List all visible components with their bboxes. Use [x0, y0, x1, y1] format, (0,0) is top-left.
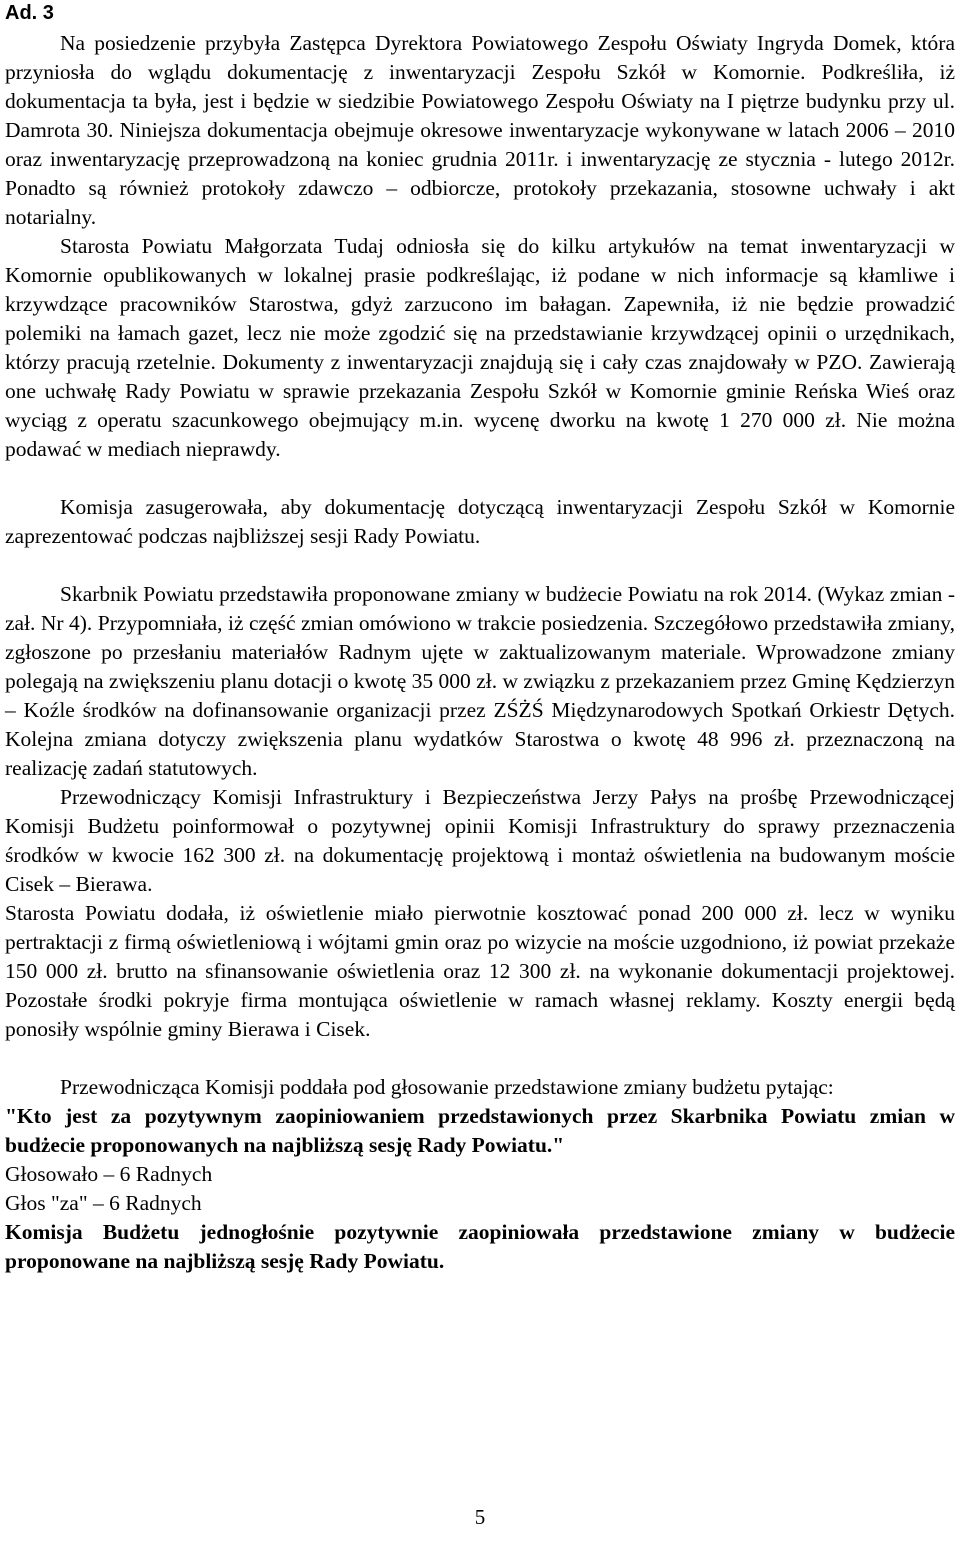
paragraph-inventory-documentation: Na posiedzenie przybyła Zastępca Dyrektora Powiatowego Zespołu Oświaty Ingryda Domek, która przyniosła do wglądu dokumentację z inwentaryzacji Zespołu Szkół w Komornie. Podkreśliła, iż dokumentacja ta była, jest i będzie w siedzibie Powiatowego Zespołu Oświaty na I piętrze budynku przy ul. Damrota 30. Niniejsza dokumentacja obejmuje okresowe inwentaryzacje wykonywane w latach 2006 – 2010 oraz inwentaryzację przeprowadzoną na koniec grudnia 2011r. i inwentaryzację ze stycznia - lutego 2012r. Ponadto są również protokoły zdawczo – odbiorcze, protokoły przekazania, stosowne uchwały i akt notarialny.	[5, 31, 955, 229]
vote-question: "Kto jest za pozytywnym zaopiniowaniem przedstawionych przez Skarbnika Powiatu zmian w budżecie proponowanych na najbliższą sesję Rady Powiatu."	[5, 1104, 955, 1157]
section-heading: Ad. 3	[5, 2, 54, 24]
vote-for: Głos "za" – 6 Radnych	[5, 1191, 202, 1215]
paragraph-budget-changes: Skarbnik Powiatu przedstawiła proponowane zmiany w budżecie Powiatu na rok 2014. (Wykaz zmian - zał. Nr 4). Przypomniała, iż część zmian omówiono w trakcie posiedzenia. Szczegółowo przedstawiła zmiany, zgłoszone po przesłaniu materiałów Radnym ujęte w zaktualizowanym materiale. Wprowadzone zmiany polegają na zwiększeniu planu dotacji o kwotę 35 000 zł. w związku z przekazaniem przez Gminę Kędzierzyn – Koźle środków na dofinansowanie organizacji przez ZŚŻŚ Międzynarodowych Spotkań Orkiestr Dętych. Kolejna zmiana dotyczy zwiększenia planu wydatków Starostwa o kwotę 48 996 zł. przeznaczoną na realizację zadań statutowych.	[5, 582, 955, 780]
paragraph-lighting-costs: Starosta Powiatu dodała, iż oświetlenie miało pierwotnie kosztować ponad 200 000 zł. lecz w wyniku pertraktacji z firmą oświetleniową i wójtami gmin oraz po wizycie na moście uzgodniono, iż powiat przekaże 150 000 zł. brutto na sfinansowanie oświetlenia oraz 12 300 zł. na wykonanie dokumentacji projektowej. Pozostałe środki pokryje firma montująca oświetlenie w ramach własnej reklamy. Koszty energii będą ponosiły wspólnie gminy Bierawa i Cisek.	[5, 901, 955, 1041]
document-page	[5, 0, 955, 1276]
vote-total: Głosowało – 6 Radnych	[5, 1162, 213, 1186]
page-number: 5	[474, 1505, 486, 1529]
vote-conclusion: Komisja Budżetu jednogłośnie pozytywnie zaopiniowała przedstawione zmiany w budżecie proponowane na najbliższą sesję Rady Powiatu.	[5, 1220, 955, 1273]
paragraph-starosta-press-response: Starosta Powiatu Małgorzata Tudaj odniosła się do kilku artykułów na temat inwentaryzacji w Komornie opublikowanych w lokalnej prasie podkreślając, iż podane w nich informacje są kłamliwe i krzywdzące pracowników Starostwa, gdyż zarzucono im bałagan. Zapewniła, iż nie będzie prowadzić polemiki na łamach gazet, lecz nie może zgodzić się na przedstawianie krzywdzącej opinii o urzędnikach, którzy pracują rzetelnie. Dokumenty z inwentaryzacji znajdują się i cały czas znajdowały w PZO. Zawierają one uchwałę Rady Powiatu w sprawie przekazania Zespołu Szkół w Komornie gminie Reńska Wieś oraz wyciąg z operatu szacunkowego obejmujący m.in. wycenę dworku na kwotę 1 270 000 zł. Nie można podawać w mediach nieprawdy.	[5, 234, 955, 461]
spacer	[5, 464, 955, 493]
paragraph-commission-suggestion: Komisja zasugerowała, aby dokumentację dotyczącą inwentaryzacji Zespołu Szkół w Komornie zaprezentować podczas najbliższej sesji Rady Powiatu.	[5, 495, 955, 548]
paragraph-infrastructure-opinion: Przewodniczący Komisji Infrastruktury i Bezpieczeństwa Jerzy Pałys na prośbę Przewodniczącej Komisji Budżetu poinformował o pozytywnej opinii Komisji Infrastruktury do sprawy przeznaczenia środków w kwocie 162 300 zł. na dokumentację projektową i montaż oświetlenia na budowanym moście Cisek – Bierawa.	[5, 785, 955, 896]
spacer	[5, 1044, 955, 1073]
paragraph-vote-call: Przewodnicząca Komisji poddała pod głosowanie przedstawione zmiany budżetu pytając:	[60, 1075, 834, 1099]
spacer	[5, 551, 955, 580]
